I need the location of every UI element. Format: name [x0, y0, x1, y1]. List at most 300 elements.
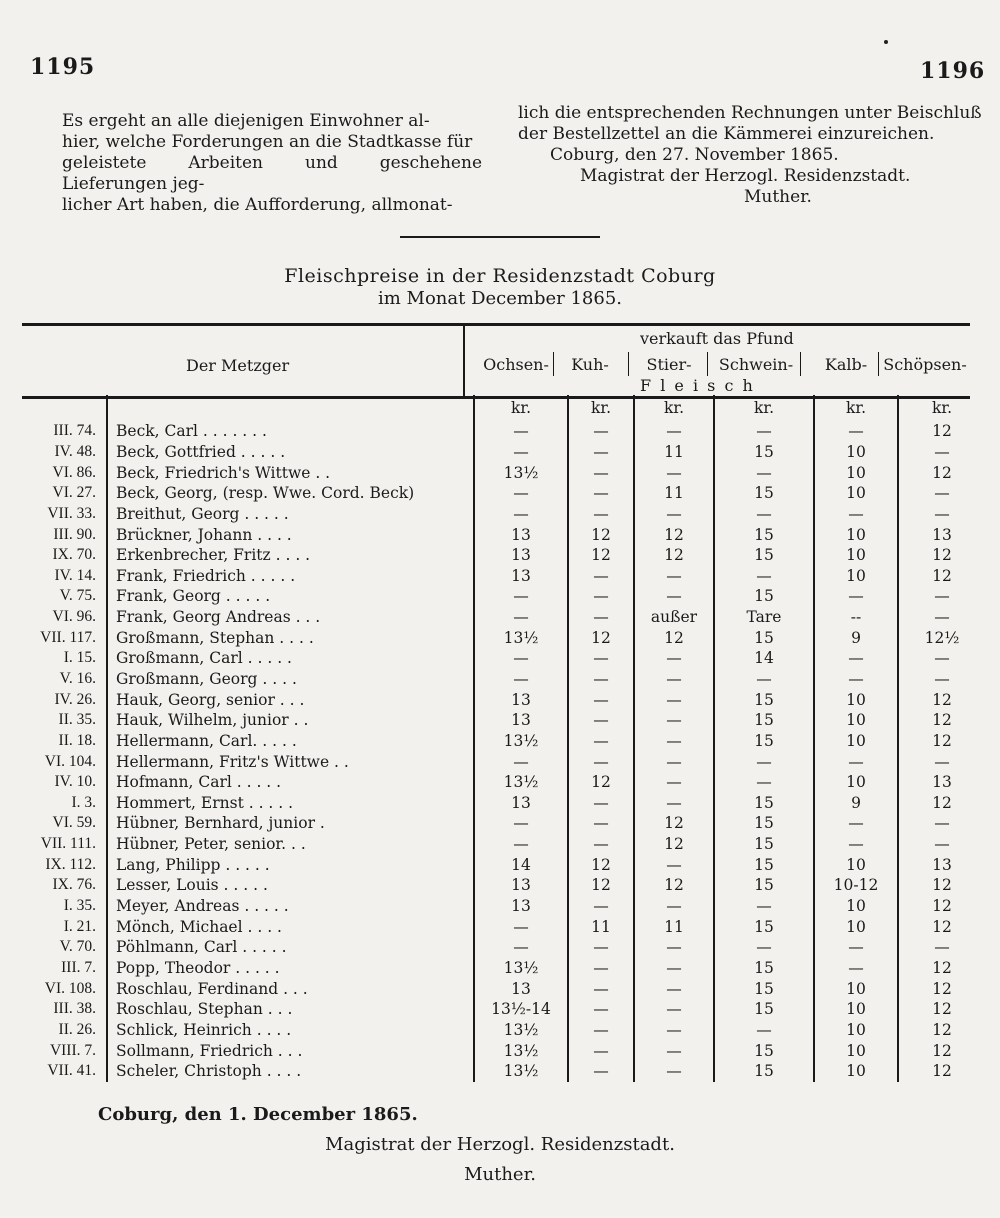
price-cell: 13½ — [474, 772, 568, 793]
price-cell: — — [714, 772, 814, 793]
price-cell: 12 — [634, 545, 714, 566]
butcher-name: Scheler, Christoph . . . . — [107, 1061, 474, 1082]
price-cell: — — [568, 421, 634, 442]
unit-cell: kr. — [814, 395, 898, 421]
price-cell: 12 — [898, 1040, 985, 1061]
price-cell: 12 — [898, 689, 985, 710]
price-cell: 15 — [714, 524, 814, 545]
price-cell: — — [568, 978, 634, 999]
price-cell: 13 — [474, 793, 568, 814]
price-cell: — — [814, 834, 898, 855]
price-cell: 12 — [634, 524, 714, 545]
price-cell: 10 — [814, 1020, 898, 1041]
table-row — [8, 854, 985, 875]
price-cell: — — [474, 648, 568, 669]
row-number: V. 16. — [59, 670, 96, 687]
price-cell: — — [568, 731, 634, 752]
price-cell: 13½ — [474, 1061, 568, 1082]
price-cell: — — [568, 813, 634, 834]
butcher-name: Hellermann, Fritz's Wittwe . . — [107, 751, 474, 772]
price-cell: 11 — [568, 916, 634, 937]
price-cell: — — [814, 813, 898, 834]
price-cell: 13 — [474, 565, 568, 586]
price-cell: 15 — [714, 958, 814, 979]
price-cell: 13 — [474, 545, 568, 566]
butcher-name: Pöhlmann, Carl . . . . . — [107, 937, 474, 958]
row-number: IV. 26. — [54, 690, 96, 708]
price-cell: 10 — [814, 565, 898, 586]
price-cell: 15 — [714, 1040, 814, 1061]
price-cell: 11 — [634, 442, 714, 463]
butcher-name: Roschlau, Ferdinand . . . — [107, 978, 474, 999]
row-number: III. 38. — [53, 1000, 96, 1018]
butcher-name: Großmann, Carl . . . . . — [107, 648, 474, 669]
price-cell: — — [814, 751, 898, 772]
row-number: IX. 70. — [52, 546, 96, 564]
row-number: IV. 14. — [54, 566, 96, 584]
price-cell: — — [568, 607, 634, 628]
table-row — [8, 483, 985, 504]
price-cell: 10 — [814, 524, 898, 545]
price-cell: — — [474, 669, 568, 690]
butcher-name: Brückner, Johann . . . . — [107, 524, 474, 545]
price-cell: 15 — [714, 813, 814, 834]
price-cell: 12 — [568, 854, 634, 875]
price-cell: 12 — [898, 1061, 985, 1082]
price-cell: 15 — [714, 545, 814, 566]
price-cell: 10 — [814, 689, 898, 710]
price-cell: — — [714, 1020, 814, 1041]
price-cell: — — [814, 504, 898, 525]
price-cell: — — [474, 937, 568, 958]
row-number: VI. 104. — [44, 752, 96, 770]
price-cell: 9 — [814, 793, 898, 814]
price-cell: -- — [814, 607, 898, 628]
price-cell: Tare — [714, 607, 814, 628]
unit-blank — [107, 395, 474, 421]
price-cell: — — [568, 504, 634, 525]
price-cell: — — [568, 669, 634, 690]
price-cell: 12 — [898, 896, 985, 917]
footer-date: Coburg, den 1. December 1865. — [98, 1104, 418, 1125]
butcher-name: Sollmann, Friedrich . . . — [107, 1040, 474, 1061]
price-cell: 12 — [568, 875, 634, 896]
row-number: VII. 117. — [40, 628, 96, 646]
row-number: III. 7. — [61, 958, 96, 976]
table-top-rule — [22, 323, 970, 326]
row-number: II. 26. — [58, 1020, 96, 1038]
price-cell: — — [714, 565, 814, 586]
price-cell: 10 — [814, 545, 898, 566]
price-cell: — — [634, 937, 714, 958]
price-cell: 14 — [474, 854, 568, 875]
unit-cell: kr. — [634, 395, 714, 421]
table-row — [8, 731, 985, 752]
notice-signature: Muther. — [744, 187, 812, 207]
price-cell: — — [898, 751, 985, 772]
price-cell: — — [814, 958, 898, 979]
price-cell: — — [474, 813, 568, 834]
butcher-name: Hauk, Georg, senior . . . — [107, 689, 474, 710]
price-cell: — — [634, 854, 714, 875]
price-cell: — — [714, 937, 814, 958]
price-cell: — — [898, 813, 985, 834]
butcher-name: Hellermann, Carl. . . . . — [107, 731, 474, 752]
price-cell: 15 — [714, 793, 814, 814]
price-cell: 10 — [814, 978, 898, 999]
price-cell: — — [634, 1020, 714, 1041]
header-col-divider — [878, 352, 879, 376]
price-cell: — — [474, 751, 568, 772]
table-row — [8, 772, 985, 793]
table-row — [8, 504, 985, 525]
price-cell: 10 — [814, 462, 898, 483]
notice-left-line: geleistete Arbeiten und geschehene Lieferungen jeg- — [62, 153, 482, 194]
price-cell: 15 — [714, 834, 814, 855]
price-cell: 10-12 — [814, 875, 898, 896]
price-cell: — — [634, 896, 714, 917]
price-cell: — — [898, 669, 985, 690]
table-row — [8, 565, 985, 586]
price-cell: 15 — [714, 731, 814, 752]
price-cell: 12 — [568, 772, 634, 793]
unit-row — [8, 395, 985, 421]
price-cell: — — [634, 669, 714, 690]
row-number: VII. 33. — [47, 504, 96, 522]
price-cell: 15 — [714, 710, 814, 731]
table-row — [8, 607, 985, 628]
price-cell: 15 — [714, 442, 814, 463]
table-row — [8, 462, 985, 483]
price-cell: — — [634, 1040, 714, 1061]
butcher-name: Beck, Gottfried . . . . . — [107, 442, 474, 463]
table-row — [8, 937, 985, 958]
header-schwein: Schwein- — [718, 355, 794, 374]
butcher-name: Popp, Theodor . . . . . — [107, 958, 474, 979]
row-number: II. 18. — [58, 731, 96, 749]
unit-cell: kr. — [474, 395, 568, 421]
price-cell: 10 — [814, 442, 898, 463]
row-number: V. 70. — [59, 938, 96, 956]
price-cell: 11 — [634, 483, 714, 504]
butcher-name: Meyer, Andreas . . . . . — [107, 896, 474, 917]
separator-rule — [400, 236, 600, 238]
price-cell: 13½ — [474, 958, 568, 979]
price-cell: 10 — [814, 896, 898, 917]
price-cell: 10 — [814, 999, 898, 1020]
footer-issuer: Magistrat der Herzogl. Residenzstadt. — [325, 1134, 675, 1155]
table-body — [8, 395, 985, 1082]
price-cell: 12 — [568, 627, 634, 648]
price-cell: — — [634, 710, 714, 731]
butcher-name: Hommert, Ernst . . . . . — [107, 793, 474, 814]
price-cell: 12 — [898, 421, 985, 442]
price-cell: 10 — [814, 710, 898, 731]
notice-left-line: licher Art haben, die Aufforderung, allmonat- — [62, 195, 453, 215]
price-cell: — — [814, 586, 898, 607]
meat-price-table — [8, 395, 985, 1082]
price-cell: 12 — [898, 1020, 985, 1041]
price-cell: 10 — [814, 854, 898, 875]
row-number: III. 90. — [53, 525, 96, 543]
table-row — [8, 978, 985, 999]
table-row — [8, 545, 985, 566]
price-cell: außer — [634, 607, 714, 628]
price-cell: — — [474, 504, 568, 525]
table-row — [8, 751, 985, 772]
header-kalb: Kalb- — [824, 355, 868, 374]
price-cell: 12½ — [898, 627, 985, 648]
price-cell: 15 — [714, 627, 814, 648]
row-number: VI. 59. — [52, 814, 96, 832]
table-row — [8, 958, 985, 979]
price-cell: 9 — [814, 627, 898, 648]
price-cell: — — [634, 751, 714, 772]
table-row — [8, 524, 985, 545]
butcher-name: Großmann, Georg . . . . — [107, 669, 474, 690]
price-cell: 15 — [714, 854, 814, 875]
row-number: VI. 96. — [52, 608, 96, 626]
price-cell: 13 — [898, 854, 985, 875]
price-cell: — — [568, 937, 634, 958]
price-cell: — — [568, 793, 634, 814]
row-number: VI. 86. — [52, 463, 96, 481]
price-cell: 15 — [714, 978, 814, 999]
price-cell: 12 — [898, 999, 985, 1020]
title-line-2: im Monat December 1865. — [377, 288, 622, 309]
butcher-name: Großmann, Stephan . . . . — [107, 627, 474, 648]
row-number: IX. 76. — [52, 876, 96, 894]
price-cell: 10 — [814, 731, 898, 752]
notice-right-line: lich die entsprechenden Rechnungen unter Beischluß — [518, 103, 982, 123]
price-cell: — — [814, 421, 898, 442]
price-cell: 12 — [898, 916, 985, 937]
row-number: IV. 48. — [54, 442, 96, 460]
price-cell: — — [474, 834, 568, 855]
price-cell: — — [898, 937, 985, 958]
row-number: IV. 10. — [54, 773, 96, 791]
price-cell: 12 — [898, 710, 985, 731]
price-cell: — — [814, 937, 898, 958]
table-row — [8, 421, 985, 442]
price-cell: 13 — [474, 896, 568, 917]
price-cell: 15 — [714, 1061, 814, 1082]
price-cell: — — [474, 586, 568, 607]
price-cell: — — [568, 710, 634, 731]
price-cell: — — [634, 504, 714, 525]
price-cell: — — [634, 648, 714, 669]
price-cell: — — [898, 504, 985, 525]
price-cell: — — [898, 607, 985, 628]
header-col-divider — [800, 352, 801, 376]
notice-left-column — [62, 111, 482, 216]
header-divider — [463, 326, 465, 398]
price-cell: — — [568, 1020, 634, 1041]
price-cell: — — [634, 1061, 714, 1082]
header-group: verkauft das Pfund — [640, 329, 794, 348]
price-cell: 13 — [474, 689, 568, 710]
header-schoepsen: Schöpsen- — [883, 355, 967, 374]
price-cell: — — [714, 669, 814, 690]
price-cell: 15 — [714, 483, 814, 504]
price-cell: — — [568, 442, 634, 463]
price-cell: 15 — [714, 586, 814, 607]
price-cell: — — [568, 1061, 634, 1082]
row-number: VI. 27. — [52, 484, 96, 502]
butcher-name: Frank, Georg . . . . . — [107, 586, 474, 607]
row-number: I. 15. — [63, 649, 96, 667]
price-cell: — — [568, 648, 634, 669]
table-row — [8, 1040, 985, 1061]
header-kuh: Kuh- — [571, 355, 609, 374]
price-cell: — — [634, 772, 714, 793]
price-cell: — — [634, 565, 714, 586]
price-cell: — — [474, 483, 568, 504]
price-cell: 15 — [714, 999, 814, 1020]
butcher-name: Erkenbrecher, Fritz . . . . — [107, 545, 474, 566]
price-cell: — — [474, 916, 568, 937]
price-cell: 13½ — [474, 1040, 568, 1061]
table-row — [8, 586, 985, 607]
price-cell: 13 — [898, 772, 985, 793]
butcher-name: Frank, Georg Andreas . . . — [107, 607, 474, 628]
table-row — [8, 896, 985, 917]
price-cell: — — [898, 483, 985, 504]
table-row — [8, 669, 985, 690]
price-cell: 12 — [634, 627, 714, 648]
price-cell: 12 — [898, 978, 985, 999]
table-row — [8, 1020, 985, 1041]
title-line-1: Fleischpreise in der Residenzstadt Coburg — [284, 265, 716, 287]
price-cell: 12 — [898, 545, 985, 566]
header-col-divider — [553, 352, 554, 376]
price-cell: 13½ — [474, 627, 568, 648]
price-cell: 14 — [714, 648, 814, 669]
header-ochsen: Ochsen- — [483, 355, 549, 374]
table-row — [8, 834, 985, 855]
unit-blank — [8, 395, 107, 421]
footer-signature: Muther. — [464, 1164, 536, 1185]
price-cell: 11 — [634, 916, 714, 937]
butcher-name: Lang, Philipp . . . . . — [107, 854, 474, 875]
header-fleisch: F l e i s c h — [640, 376, 755, 395]
table-row — [8, 875, 985, 896]
butcher-name: Schlick, Heinrich . . . . — [107, 1020, 474, 1041]
header-col-divider — [628, 352, 629, 376]
price-cell: — — [474, 607, 568, 628]
price-cell: — — [568, 483, 634, 504]
price-cell: 13 — [474, 978, 568, 999]
notice-right-column — [518, 103, 982, 208]
price-cell: — — [568, 751, 634, 772]
row-number: I. 3. — [71, 793, 96, 811]
price-cell: 13½ — [474, 462, 568, 483]
price-cell: — — [714, 421, 814, 442]
butcher-name: Beck, Friedrich's Wittwe . . — [107, 462, 474, 483]
price-cell: 13 — [898, 524, 985, 545]
table-row — [8, 710, 985, 731]
price-cell: 13½ — [474, 731, 568, 752]
price-cell: — — [634, 586, 714, 607]
row-number: VII. 111. — [40, 835, 96, 853]
butcher-name: Frank, Friedrich . . . . . — [107, 565, 474, 586]
page-number-right: 1196 — [920, 58, 986, 84]
price-cell: 15 — [714, 916, 814, 937]
price-cell: — — [568, 896, 634, 917]
table-row — [8, 813, 985, 834]
price-cell: — — [568, 999, 634, 1020]
table-row — [8, 999, 985, 1020]
price-cell: 13 — [474, 524, 568, 545]
butcher-name: Roschlau, Stephan . . . — [107, 999, 474, 1020]
price-cell: 12 — [898, 565, 985, 586]
price-cell: 12 — [568, 524, 634, 545]
page-number-left: 1195 — [30, 54, 96, 80]
unit-cell: kr. — [898, 395, 985, 421]
row-number: I. 35. — [63, 897, 96, 915]
price-cell: — — [898, 586, 985, 607]
butcher-name: Beck, Georg, (resp. Wwe. Cord. Beck) — [107, 483, 474, 504]
price-cell: — — [634, 999, 714, 1020]
butcher-name: Lesser, Louis . . . . . — [107, 875, 474, 896]
price-cell: 10 — [814, 772, 898, 793]
price-cell: — — [568, 565, 634, 586]
price-cell: 10 — [814, 1061, 898, 1082]
price-cell: 12 — [568, 545, 634, 566]
table-title — [0, 264, 1000, 310]
price-cell: 12 — [898, 875, 985, 896]
price-cell: — — [568, 462, 634, 483]
price-cell: — — [568, 1040, 634, 1061]
price-cell: — — [714, 504, 814, 525]
row-number: III. 74. — [53, 422, 96, 440]
price-cell: 12 — [898, 462, 985, 483]
butcher-name: Hofmann, Carl . . . . . — [107, 772, 474, 793]
row-number: VI. 108. — [44, 979, 96, 997]
row-number: V. 75. — [59, 587, 96, 605]
price-cell: — — [814, 648, 898, 669]
unit-cell: kr. — [568, 395, 634, 421]
table-row — [8, 793, 985, 814]
price-cell: — — [474, 421, 568, 442]
price-cell: 12 — [634, 875, 714, 896]
price-cell: — — [898, 648, 985, 669]
price-cell: 12 — [634, 834, 714, 855]
table-row — [8, 1061, 985, 1082]
row-number: I. 21. — [63, 917, 96, 935]
price-cell: — — [634, 793, 714, 814]
row-number: II. 35. — [58, 711, 96, 729]
price-cell: — — [568, 586, 634, 607]
notice-issuer: Magistrat der Herzogl. Residenzstadt. — [580, 166, 911, 186]
table-row — [8, 442, 985, 463]
price-cell: — — [568, 689, 634, 710]
notice-left-line: hier, welche Forderungen an die Stadtkasse für — [62, 132, 473, 152]
price-cell: — — [634, 978, 714, 999]
price-cell: — — [568, 958, 634, 979]
price-cell: 13½ — [474, 1020, 568, 1041]
price-cell: — — [634, 689, 714, 710]
price-cell: 15 — [714, 689, 814, 710]
butcher-name: Beck, Carl . . . . . . . — [107, 421, 474, 442]
price-cell: 10 — [814, 916, 898, 937]
price-cell: — — [634, 958, 714, 979]
notice-left-line: Es ergeht an alle diejenigen Einwohner al- — [62, 111, 430, 131]
table-row — [8, 689, 985, 710]
unit-cell: kr. — [714, 395, 814, 421]
price-cell: — — [714, 751, 814, 772]
price-cell: — — [714, 896, 814, 917]
